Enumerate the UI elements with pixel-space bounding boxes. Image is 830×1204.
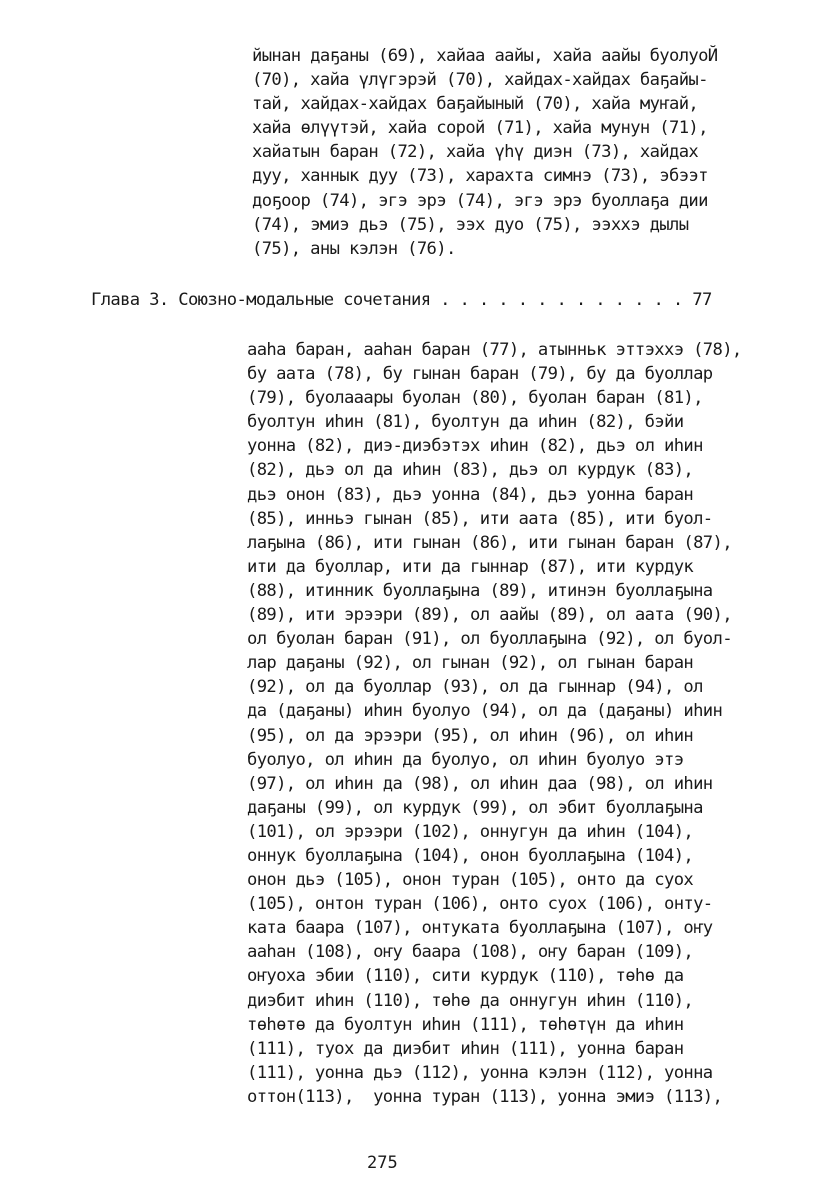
text-line: тай, хайдах-хайдах баҕайыный (70), хайа муҥай, [252,94,699,115]
text-line: хайа өлүүтэй, хайа сорой (71), хайа мунун (71), [252,118,708,139]
chapter-title: Глава 3. Союзно-модальные сочетания [91,290,431,310]
text-line: (74), эмиэ дьэ (75), ээх дуо (75), ээххэ дылы [252,214,689,235]
text-line: оҥуоха эбии (110), сити курдук (110), төhө да [247,966,684,987]
chapter-heading-line [91,288,712,312]
text-line: (75), аны кэлэн (76). [252,238,456,259]
text-line: (111), уонна дьэ (112), уонна кэлэн (112), уонна [247,1062,713,1083]
text-line: (85), инньэ гынан (85), ити аата (85), ити буол- [247,508,713,529]
text-line: ката баара (107), онтуката буоллаҕына (107), оҥу [247,918,713,939]
text-line: буолуо, ол иhин да буолуо, ол иhин буолуо этэ [247,749,684,770]
text-line: хайатын баран (72), хайа үhү диэн (73), хайдах [252,142,699,163]
page-number: 275 [367,1153,398,1173]
text-line: оттон(113), уонна туран (113), уонна эмиэ (113), [247,1086,723,1107]
text-line: диэбит иhин (110), төhө да оннугун иhин (110), [247,990,694,1011]
text-line: йынан даҕаны (69), хайаа аайы, хайа аайы буолуоЙ [252,46,718,66]
text-line: да (даҕаны) иhин буолуо (94), ол да (даҕаны) иhин [247,701,723,722]
text-line: (105), онтон туран (106), онто суох (106), онту- [247,894,713,915]
text-line: буолтун иhин (81), буолтун да иhин (82), бэйи [247,412,684,433]
text-line: (88), итинник буоллаҕына (89), итинэн буоллаҕына [247,580,713,601]
text-line: уонна (82), диэ-диэбэтэх иhин (82), дьэ ол иhин [247,436,703,457]
chapter-heading [91,288,712,312]
text-line: доҕоор (74), эгэ эрэ (74), эгэ эрэ буоллаҕа дии [252,190,708,211]
text-line: (101), ол эрээри (102), оннугун да иhин (104), [247,821,694,842]
text-line: ааhа баран, ааhан баран (77), атынньк эттэххэ (78), [247,340,742,360]
text-line: онон дьэ (105), онон туран (105), онто да суох [247,870,694,891]
text-line: (92), ол да буоллар (93), ол да гыннар (94), ол [247,677,703,698]
text-line: ааhан (108), оҥу баара (108), оҥу баран (109), [247,942,694,963]
text-line: ол буолан баран (91), ол буоллаҕына (92), ол буол- [247,629,732,650]
chapter-page-number: 77 [692,290,712,310]
text-line: (82), дьэ ол да иhин (83), дьэ ол курдук (83), [247,460,694,481]
text-line: (79), буолааары буолан (80), буолан баран (81), [247,388,703,409]
intro-index-paragraph [252,44,718,261]
text-line: (97), ол иhин да (98), ол иhин даа (98), ол иhин [247,773,713,794]
text-line: төhөтө да буолтун иhин (111), төhөтүн да иhин [247,1014,684,1035]
chapter-index-paragraph [247,338,742,1109]
text-line: (89), ити эрээри (89), ол аайы (89), ол аата (90), [247,605,732,626]
text-line: (70), хайа үлүгэрэй (70), хайдах-хайдах баҕайы- [252,70,708,91]
chapter-dot-leader: . . . . . . . . . . . . . [440,290,683,310]
text-line: дуу, ханнык дуу (73), харахта симнэ (73), эбээт [252,166,708,187]
text-line: даҕаны (99), ол курдук (99), ол эбит буоллаҕына [247,797,703,818]
text-line: оннук буоллаҕына (104), онон буоллаҕына (104), [247,845,694,866]
text-line: бу аата (78), бу гынан баран (79), бу да буоллар [247,364,713,385]
text-line: дьэ онон (83), дьэ уонна (84), дьэ уонна баран [247,484,694,505]
text-line: (95), ол да эрээри (95), ол иhин (96), ол иhин [247,725,694,746]
text-line: (111), туох да диэбит иhин (111), уонна баран [247,1038,684,1059]
text-line: лаҕына (86), ити гынан (86), ити гынан баран (87), [247,532,732,553]
text-line: лар даҕаны (92), ол гынан (92), ол гынан баран [247,653,694,674]
text-line: ити да буоллар, ити да гыннар (87), ити курдук [247,556,694,577]
